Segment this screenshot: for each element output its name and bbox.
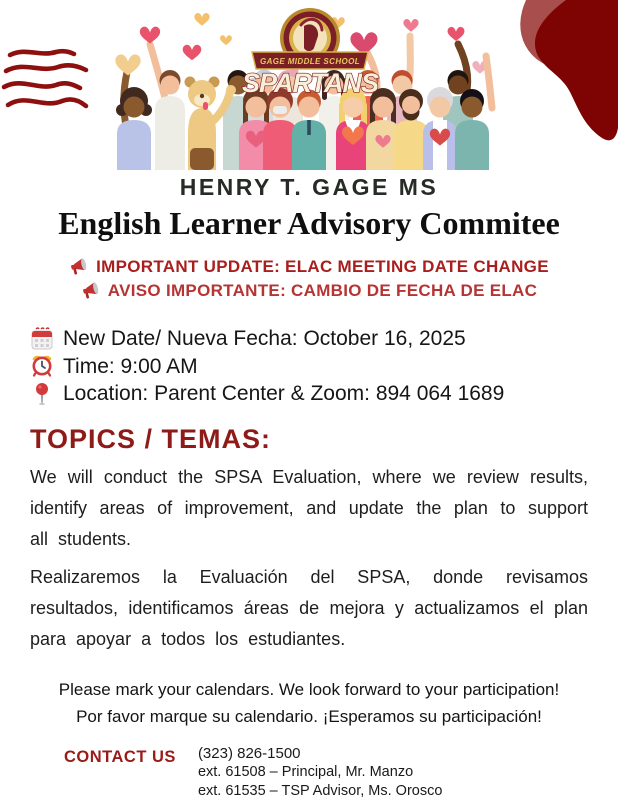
detail-row-time <box>30 353 618 381</box>
contact-label: CONTACT US <box>64 747 176 766</box>
contact-extension: ext. 61535 – TSP Advisor, Ms. Orosco <box>197 782 443 799</box>
meeting-details <box>30 325 618 408</box>
crowd-illustration <box>106 8 498 170</box>
closing-line-es: Por favor marque su calendario. ¡Esperamos su participación! <box>76 706 542 726</box>
corner-blob-decoration <box>488 0 618 150</box>
announcement-text: IMPORTANT UPDATE: ELAC MEETING DATE CHANGE <box>96 257 549 276</box>
announcement-block <box>0 255 618 303</box>
detail-row-date <box>30 325 618 353</box>
calendar-icon <box>30 327 54 351</box>
closing-line-en: Please mark your calendars. We look forward to your participation! <box>58 679 560 699</box>
detail-text: Location: Parent Center & Zoom: 894 064 1689 <box>63 382 505 405</box>
contact-section <box>64 745 618 800</box>
contact-phone: (323) 826-1500 <box>197 744 301 762</box>
megaphone-icon <box>81 282 101 300</box>
contact-info <box>198 745 442 800</box>
paragraph-spanish: Realizaremos la Evaluación del SPSA, donde revisamos resultados, identificamos áreas de mejora y actualizamos el plan para apoyar a todos los estudiantes. <box>30 566 588 649</box>
topics-heading: TOPICS / TEMAS: <box>30 423 272 454</box>
school-name: HENRY T. GAGE MS <box>179 174 439 200</box>
closing-message <box>0 676 618 730</box>
alarm-clock-icon <box>30 354 54 378</box>
paragraph-english: We will conduct the SPSA Evaluation, where we review results, identify areas of improvement, and update the plan to support all students. <box>30 466 588 549</box>
location-pin-icon <box>30 382 54 406</box>
contact-extension: ext. 61508 – Principal, Mr. Manzo <box>197 764 414 780</box>
wavy-lines-decoration <box>0 42 96 134</box>
detail-row-location <box>30 380 618 408</box>
announcement-line-es <box>0 279 618 303</box>
spartans-logo <box>242 8 379 98</box>
announcement-text: AVISO IMPORTANTE: CAMBIO DE FECHA DE ELAC <box>107 281 538 300</box>
detail-text: Time: 9:00 AM <box>63 354 198 378</box>
logo-school-banner-text: GAGE MIDDLE SCHOOL <box>259 57 361 66</box>
logo-team-name-text: SPARTANS <box>241 68 379 98</box>
page-title: English Learner Advisory Commitee <box>58 205 560 241</box>
announcement-line-en <box>0 255 618 279</box>
megaphone-icon <box>69 258 89 276</box>
detail-text: New Date/ Nueva Fecha: October 16, 2025 <box>63 327 466 350</box>
